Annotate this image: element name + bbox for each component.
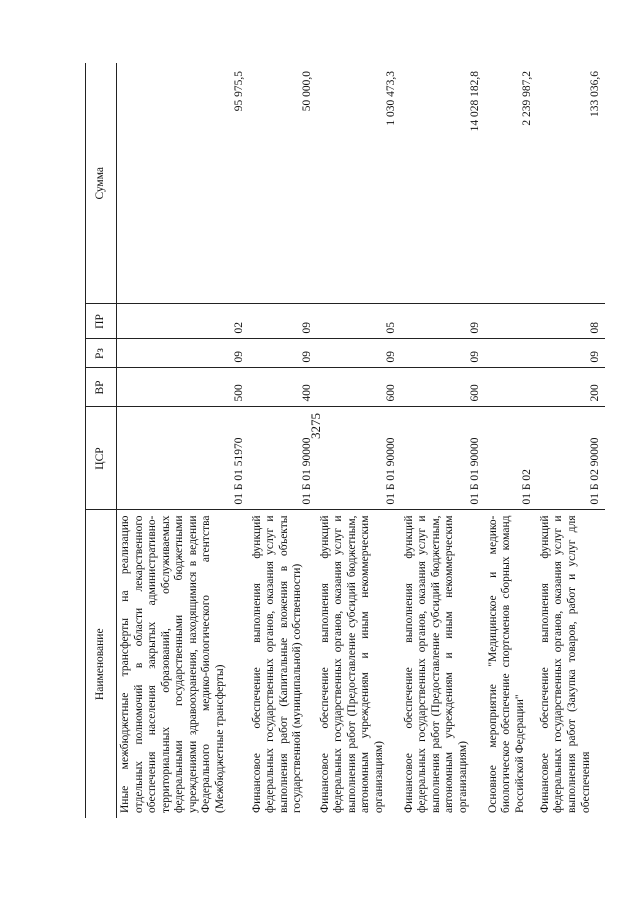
budget-table <box>85 63 605 818</box>
row-name: Финансовое обеспечение выполнения функций федеральных государственных органов, оказания услуг и выполнения работ (Предоставление субсидий бюджетным, автономным учреждениям и иным некоммерческим организациям) <box>402 515 469 813</box>
budget-table-container <box>85 63 605 818</box>
row-csr: 01 Б 01 90000 <box>317 407 401 510</box>
row-rz: 09 <box>537 339 605 368</box>
row-vr: 600 <box>401 368 485 407</box>
row-pr <box>485 304 537 339</box>
row-sum: 95 975,5 <box>117 63 249 304</box>
table-row <box>537 63 605 818</box>
table-header <box>86 63 117 818</box>
row-csr: 01 Б 02 90000 <box>537 407 605 510</box>
row-name: Иные межбюджетные трансферты на реализацию отдельных полномочий в области лекарственного обеспечения населения закрытых административно-территориальных образований, обслуживаемых федеральными государственными бюджетными учреждениями здравоохранения, находящимися в ведении Федерального медико-биологического агентства (Межбюджетные трансферты) <box>119 515 226 813</box>
row-sum: 1 030 473,3 <box>317 63 401 304</box>
row-sum: 14 028 182,8 <box>401 63 485 304</box>
row-pr: 09 <box>249 304 317 339</box>
row-vr: 600 <box>317 368 401 407</box>
row-vr: 500 <box>117 368 249 407</box>
row-pr: 08 <box>537 304 605 339</box>
header-rz: Рз <box>86 339 117 368</box>
row-rz: 09 <box>401 339 485 368</box>
row-rz <box>485 339 537 368</box>
header-pr: ПР <box>86 304 117 339</box>
table-row <box>485 63 537 818</box>
page-number: 3275 <box>308 413 323 439</box>
row-csr: 01 Б 01 51970 <box>117 407 249 510</box>
table-row <box>317 63 401 818</box>
table-row <box>249 63 317 818</box>
table-body <box>117 63 606 818</box>
row-name: Финансовое обеспечение выполнения функций федеральных государственных органов, оказания услуг и выполнения работ (Предоставление субсидий бюджетным, автономным учреждениям и иным некоммерческим организациям) <box>318 515 385 813</box>
row-csr: 01 Б 02 <box>485 407 537 510</box>
row-rz: 09 <box>317 339 401 368</box>
table-row <box>401 63 485 818</box>
row-name: Финансовое обеспечение выполнения функций федеральных государственных органов, оказания услуг и выполнения работ (Капитальные вложения в объекты государственной (муниципальной) собственности) <box>250 515 304 813</box>
row-pr: 02 <box>117 304 249 339</box>
row-csr: 01 Б 01 90000 <box>249 407 317 510</box>
row-name: Финансовое обеспечение выполнения функций федеральных государственных органов, оказания услуг и выполнения работ (Закупка товаров, работ и услуг для обеспечения <box>538 515 592 813</box>
row-vr: 400 <box>249 368 317 407</box>
row-rz: 09 <box>117 339 249 368</box>
row-sum: 2 239 987,2 <box>485 63 537 304</box>
row-sum: 50 000,0 <box>249 63 317 304</box>
row-rz: 09 <box>249 339 317 368</box>
row-vr <box>485 368 537 407</box>
header-row <box>86 63 117 818</box>
header-sum: Сумма <box>86 63 117 304</box>
row-pr: 05 <box>317 304 401 339</box>
row-vr: 200 <box>537 368 605 407</box>
table-row <box>117 63 249 818</box>
header-csr: ЦСР <box>86 407 117 510</box>
header-vr: ВР <box>86 368 117 407</box>
row-pr: 09 <box>401 304 485 339</box>
row-name: Основное мероприятие "Медицинское и медико-биологическое обеспечение спортсменов сборных команд Российской Федерации" <box>486 515 526 813</box>
header-name: Наименование <box>86 510 117 818</box>
row-csr: 01 Б 01 90000 <box>401 407 485 510</box>
row-sum: 133 036,6 <box>537 63 605 304</box>
